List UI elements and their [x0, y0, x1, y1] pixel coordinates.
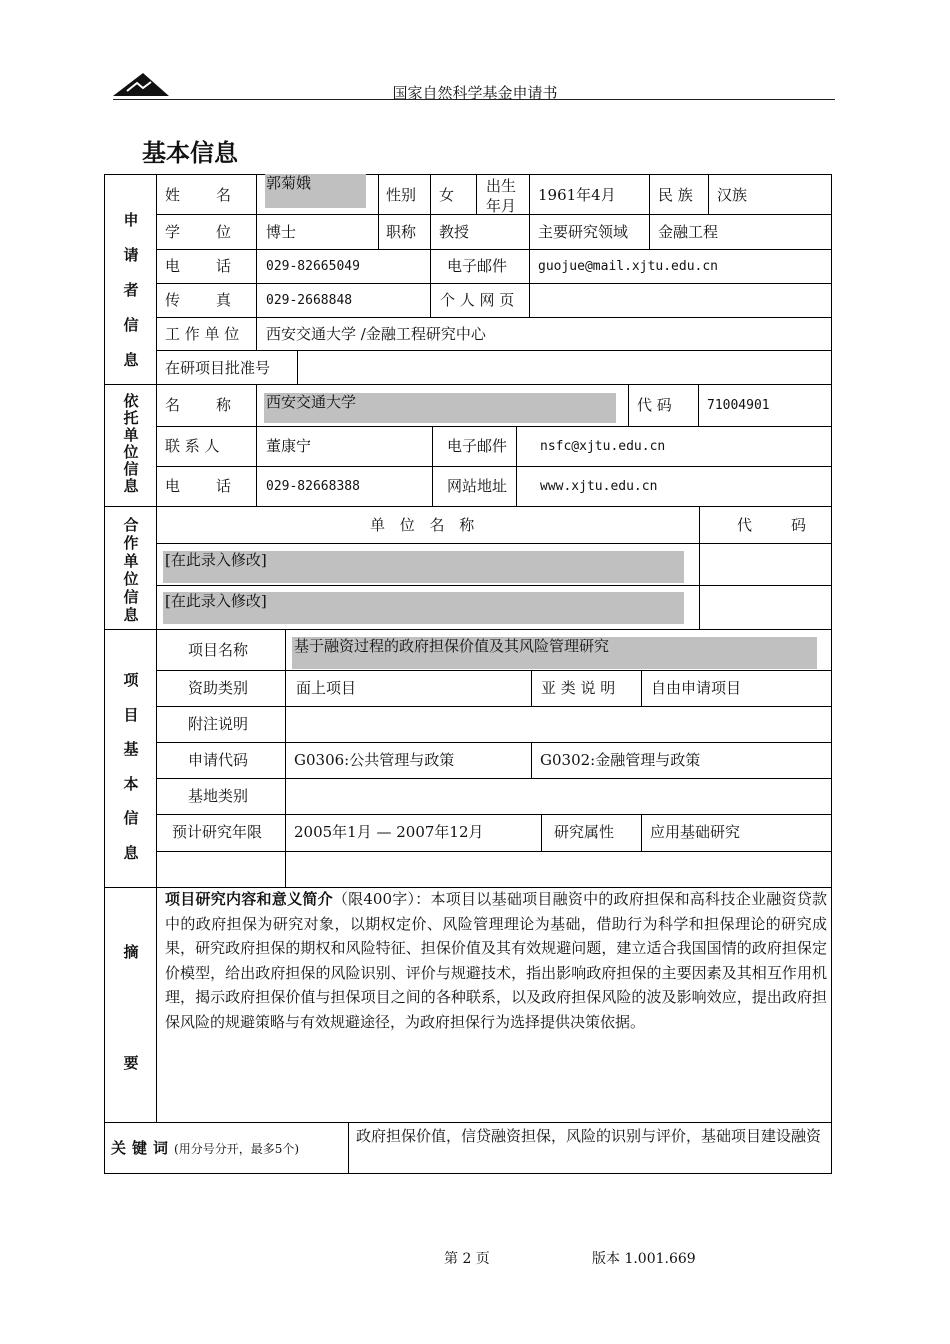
research-attr-label: 研究属性 [554, 823, 615, 841]
work-unit-value[interactable]: 西安交通大学 /金融工程研究中心 [266, 325, 486, 343]
email-label: 电子邮件 [447, 257, 508, 275]
homepage-label: 个 人 网 页 [440, 291, 515, 309]
period-value[interactable]: 2005年1月 — 2007年12月 [294, 823, 484, 841]
abstract-body: 本项目以基础项目融资中的政府担保和高科技企业融资贷款中的政府担保为研究对象，以期权定价、风险管理理论为基础，借助行为科学和担保理论的研究成果，研究政府担保的期权和风险特征、担保价值及其有效规避问题，建立适合我国国情的政府担保定价模型，给出政府担保的风险识别、评价与规避技术，指出影响政府担保的主要因素及其相互作用机理，揭示政府担保价值与担保项目之间的各种联系，以及政府担保风险的波及影响效应，提出政府担保风险的规避策略与有效规避途径，为政府担保行为选择提供决策依据。 [165, 890, 827, 1031]
work-unit-label: 工 作 单 位 [165, 325, 240, 343]
header-title: 国家自然科学基金申请书 [392, 84, 558, 102]
keywords-hint: (用分号分开，最多5个) [174, 1142, 300, 1156]
fax-label: 传 真 [165, 291, 234, 309]
host-name-value[interactable]: 西安交通大学 [266, 393, 357, 411]
ethnic-value[interactable]: 汉族 [717, 186, 748, 204]
abstract-label-bottom: 要 [123, 1054, 139, 1072]
abstract-text[interactable] [165, 887, 827, 1034]
name-value[interactable]: 郭菊娥 [266, 174, 312, 192]
abstract-limit: （限400字）： [332, 890, 431, 908]
partner-code-header: 代 码 [737, 516, 810, 534]
host-email-value[interactable]: nsfc@xjtu.edu.cn [540, 439, 666, 454]
keywords-value[interactable]: 政府担保价值，信贷融资担保，风险的识别与评价，基础项目建设融资 [356, 1127, 822, 1145]
host-name-label: 名 称 [165, 396, 234, 414]
applicant-group-label: 申 请 者 信 息 [123, 211, 139, 369]
title-value[interactable]: 教授 [439, 223, 470, 241]
host-phone-value[interactable]: 029-82668388 [266, 479, 360, 494]
abstract-heading: 项目研究内容和意义简介 [165, 890, 333, 908]
version-label: 版本 1.001.669 [592, 1251, 696, 1267]
page-number: 第 2 页 [444, 1251, 490, 1267]
host-contact-label: 联 系 人 [165, 437, 220, 455]
name-label: 姓 名 [165, 186, 234, 204]
degree-label: 学 位 [165, 223, 234, 241]
host-phone-label: 电 话 [165, 477, 234, 495]
title-label: 职称 [386, 223, 417, 241]
fax-value[interactable]: 029-2668848 [266, 293, 353, 308]
funding-type-value[interactable]: 面上项目 [296, 679, 357, 697]
host-web-value[interactable]: www.xjtu.edu.cn [540, 479, 658, 494]
section-title: 基本信息 [142, 139, 238, 167]
gender-value[interactable]: 女 [439, 186, 455, 204]
subtype-label: 亚 类 说 明 [541, 679, 616, 697]
subtype-value[interactable]: 自由申请项目 [651, 679, 742, 697]
host-code-label: 代 码 [637, 396, 672, 414]
degree-value[interactable]: 博士 [266, 223, 297, 241]
host-contact-value[interactable]: 董康宁 [266, 437, 312, 455]
partner-group-label: 合 作 单 位 信 息 [123, 516, 139, 624]
phone-label: 电 话 [165, 257, 234, 275]
partner-unit-name-header: 单 位 名 称 [370, 516, 480, 534]
birth-label: 出生年月 [486, 177, 517, 214]
phone-value[interactable]: 029-82665049 [266, 259, 360, 274]
period-label: 预计研究年限 [172, 823, 263, 841]
ethnic-label: 民 族 [658, 186, 693, 204]
host-code-value[interactable]: 71004901 [707, 398, 770, 413]
abstract-label-top: 摘 [123, 943, 139, 961]
keywords-label: 关键词(用分号分开，最多5个) [111, 1139, 300, 1157]
field-value[interactable]: 金融工程 [658, 223, 719, 241]
funding-type-label: 资助类别 [188, 679, 249, 697]
partner-row-1[interactable]: [在此录入修改] [165, 551, 267, 569]
base-type-label: 基地类别 [188, 787, 249, 805]
host-web-label: 网站地址 [447, 477, 508, 495]
host-email-label: 电子邮件 [447, 437, 508, 455]
project-name-label: 项目名称 [188, 641, 249, 659]
host-group-label: 依 托 单 位 信 息 [123, 392, 139, 495]
apply-code-1[interactable]: G0306:公共管理与政策 [294, 751, 455, 769]
field-label: 主要研究领域 [538, 223, 629, 241]
birth-value[interactable]: 1961年4月 [538, 186, 616, 204]
research-attr-value[interactable]: 应用基础研究 [650, 823, 741, 841]
gender-label: 性别 [386, 186, 417, 204]
email-value[interactable]: guojue@mail.xjtu.edu.cn [538, 259, 719, 274]
note-label: 附注说明 [188, 715, 249, 733]
project-number-label: 在研项目批准号 [165, 359, 271, 377]
project-group-label: 项 目 基 本 信 息 [123, 671, 139, 862]
partner-row-2[interactable]: [在此录入修改] [165, 592, 267, 610]
apply-code-label: 申请代码 [188, 751, 249, 769]
apply-code-2[interactable]: G0302:金融管理与政策 [540, 751, 701, 769]
project-name-value[interactable]: 基于融资过程的政府担保价值及其风险管理研究 [294, 637, 610, 655]
